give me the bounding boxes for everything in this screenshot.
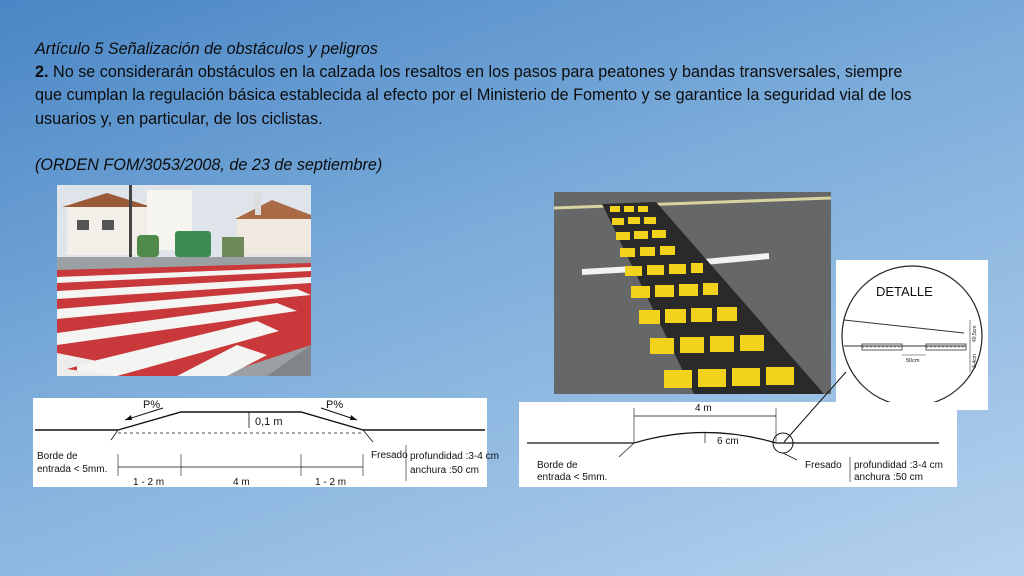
- edge-label-1: Borde de: [37, 451, 78, 462]
- slope-label-left: P%: [143, 399, 161, 411]
- length-label: 4 m: [695, 403, 712, 414]
- detail-connector: [780, 370, 860, 450]
- milling-label-right: Fresado: [805, 460, 842, 471]
- crosswalk-photo: [57, 185, 311, 376]
- dim-label-1: 1 - 2 m: [133, 477, 165, 488]
- slide-text: [35, 38, 925, 177]
- paragraph-text: No se considerarán obstáculos en la calzada los resaltos en los pasos para peatones y bandas transversales, siempre que cumplan la regulación básica establecida al efecto por el Ministerio de Fomento y se garantice la seguridad vial de los usuarios y, en particular, de los ciclistas.: [35, 63, 912, 128]
- edge-label-right-2: entrada < 5mm.: [537, 472, 608, 483]
- detail-title: DETALLE: [876, 284, 933, 299]
- speed-hump-diagram: [519, 402, 957, 487]
- width-label: anchura :50 cm: [410, 465, 479, 476]
- milling-label: Fresado: [371, 450, 408, 461]
- detail-dim-side-1: 40,5cm: [972, 325, 978, 342]
- detail-dim-side-2: 3-4cm: [972, 354, 978, 368]
- dim-label-2: 4 m: [233, 477, 250, 488]
- paragraph-number: 2.: [35, 63, 49, 82]
- slope-label-right: P%: [326, 399, 344, 411]
- detail-dim-bottom: 50cm: [906, 358, 920, 364]
- depth-label: profundidad :3-4 cm: [410, 451, 499, 462]
- height-label: 0,1 m: [255, 416, 283, 428]
- law-reference: (ORDEN FOM/3053/2008, de 23 de septiembre): [35, 155, 383, 174]
- dim-label-3: 1 - 2 m: [315, 477, 347, 488]
- edge-label-right-1: Borde de: [537, 460, 578, 471]
- speed-table-diagram: [33, 398, 499, 488]
- edge-label-2: entrada < 5mm.: [37, 464, 108, 475]
- width-label-right: anchura :50 cm: [854, 472, 923, 483]
- slide-paragraph: [35, 61, 925, 131]
- slide-title: Artículo 5 Señalización de obstáculos y peligros: [35, 40, 378, 58]
- hump-height-label: 6 cm: [717, 436, 739, 447]
- speed-bump-photo: [554, 192, 831, 394]
- depth-label-right: profundidad :3-4 cm: [854, 460, 943, 471]
